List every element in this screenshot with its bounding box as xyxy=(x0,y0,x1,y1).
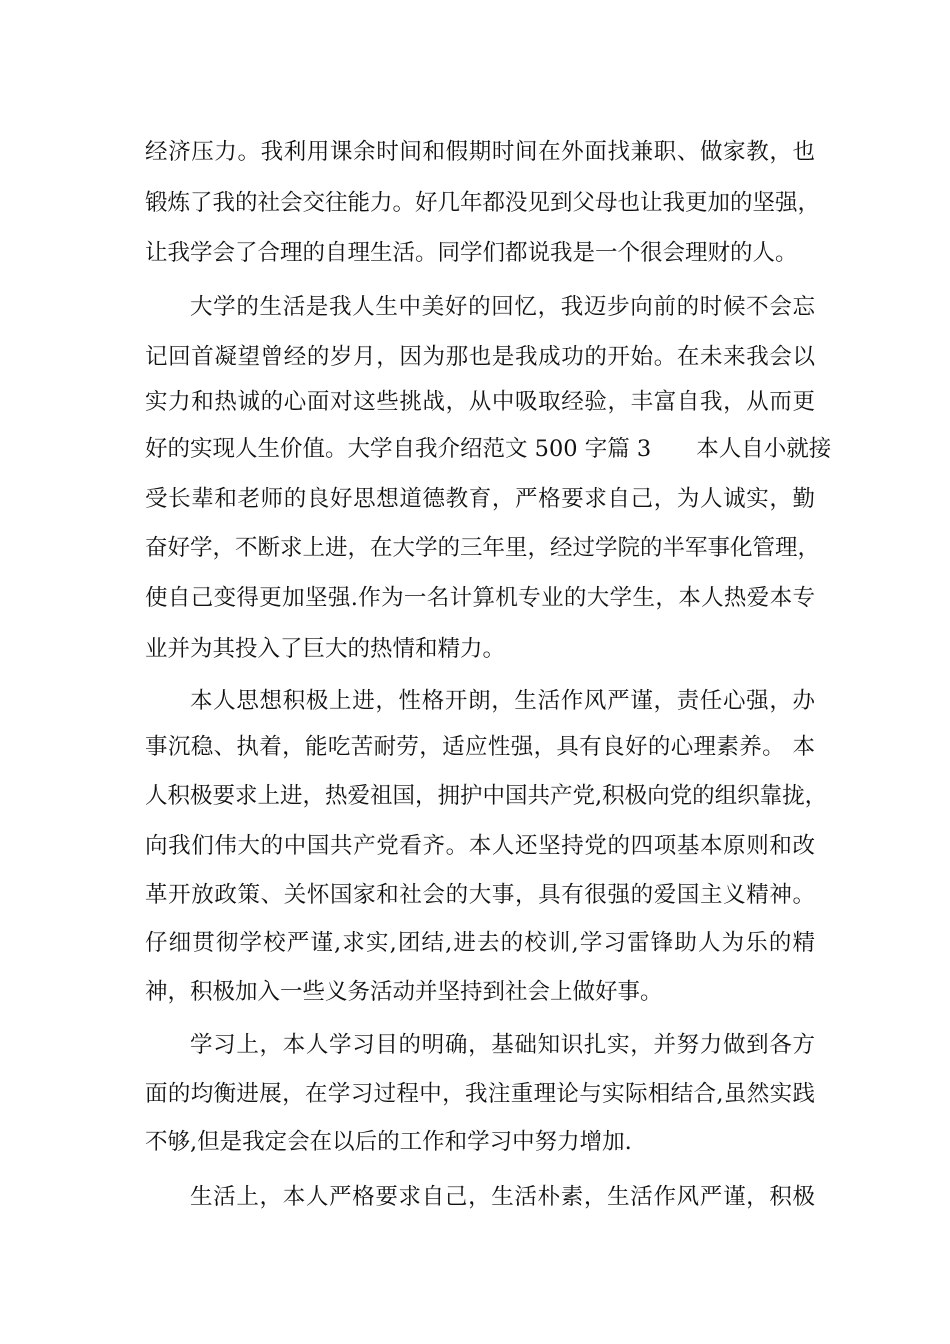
text-line: 受长辈和老师的良好思想道德教育，严格要求自己，为人诚实，勤 xyxy=(145,486,815,512)
text-line: 业并为其投入了巨大的热情和精力。 xyxy=(145,636,506,662)
text-line: 记回首凝望曾经的岁月，因为那也是我成功的开始。在未来我会以 xyxy=(145,344,815,370)
text-line: 仔细贯彻学校严谨,求实,团结,进去的校训,学习雷锋助人为乐的精 xyxy=(145,930,815,956)
text-line: 奋好学，不断求上进，在大学的三年里，经过学院的半军事化管理， xyxy=(145,535,821,561)
text-line: 本人思想积极上进，性格开朗，生活作风严谨，责任心强，办 xyxy=(190,688,815,714)
text-line: 让我学会了合理的自理生活。同学们都说我是一个很会理财的人。 xyxy=(145,240,798,266)
text-line: 使自己变得更加坚强.作为一名计算机专业的大学生，本人热爱本专 xyxy=(145,585,815,611)
text-line: 经济压力。我利用课余时间和假期时间在外面找兼职、做家教，也 xyxy=(145,139,815,165)
text-line: 事沉稳、执着，能吃苦耐劳，适应性强，具有良好的心理素养。 本 xyxy=(145,734,815,760)
text-line: 锻炼了我的社会交往能力。好几年都没见到父母也让我更加的坚强， xyxy=(145,190,821,216)
text-line: 实力和热诚的心面对这些挑战，从中吸取经验，丰富自我，从而更 xyxy=(145,389,815,415)
text-line: 不够,但是我定会在以后的工作和学习中努力增加. xyxy=(145,1129,632,1155)
text-line: 大学的生活是我人生中美好的回忆，我迈步向前的时候不会忘 xyxy=(190,294,815,320)
text-line: 革开放政策、关怀国家和社会的大事，具有很强的爱国主义精神。 xyxy=(145,882,815,908)
text-line: 神，积极加入一些义务活动并坚持到社会上做好事。 xyxy=(145,979,663,1005)
text-line: 面的均衡进展，在学习过程中，我注重理论与实际相结合,虽然实践 xyxy=(145,1081,815,1107)
text-line: 人积极要求上进，热爱祖国，拥护中国共产党,积极向党的组织靠拢， xyxy=(145,783,828,809)
text-line: 好的实现人生价值。大学自我介绍范文 500 字篇 3 本人自小就接 xyxy=(145,436,832,462)
text-line: 生活上，本人严格要求自己，生活朴素，生活作风严谨，积极 xyxy=(190,1184,815,1210)
text-line: 向我们伟大的中国共产党看齐。本人还坚持党的四项基本原则和改 xyxy=(145,833,815,859)
text-line: 学习上，本人学习目的明确，基础知识扎实，并努力做到各方 xyxy=(190,1032,815,1058)
